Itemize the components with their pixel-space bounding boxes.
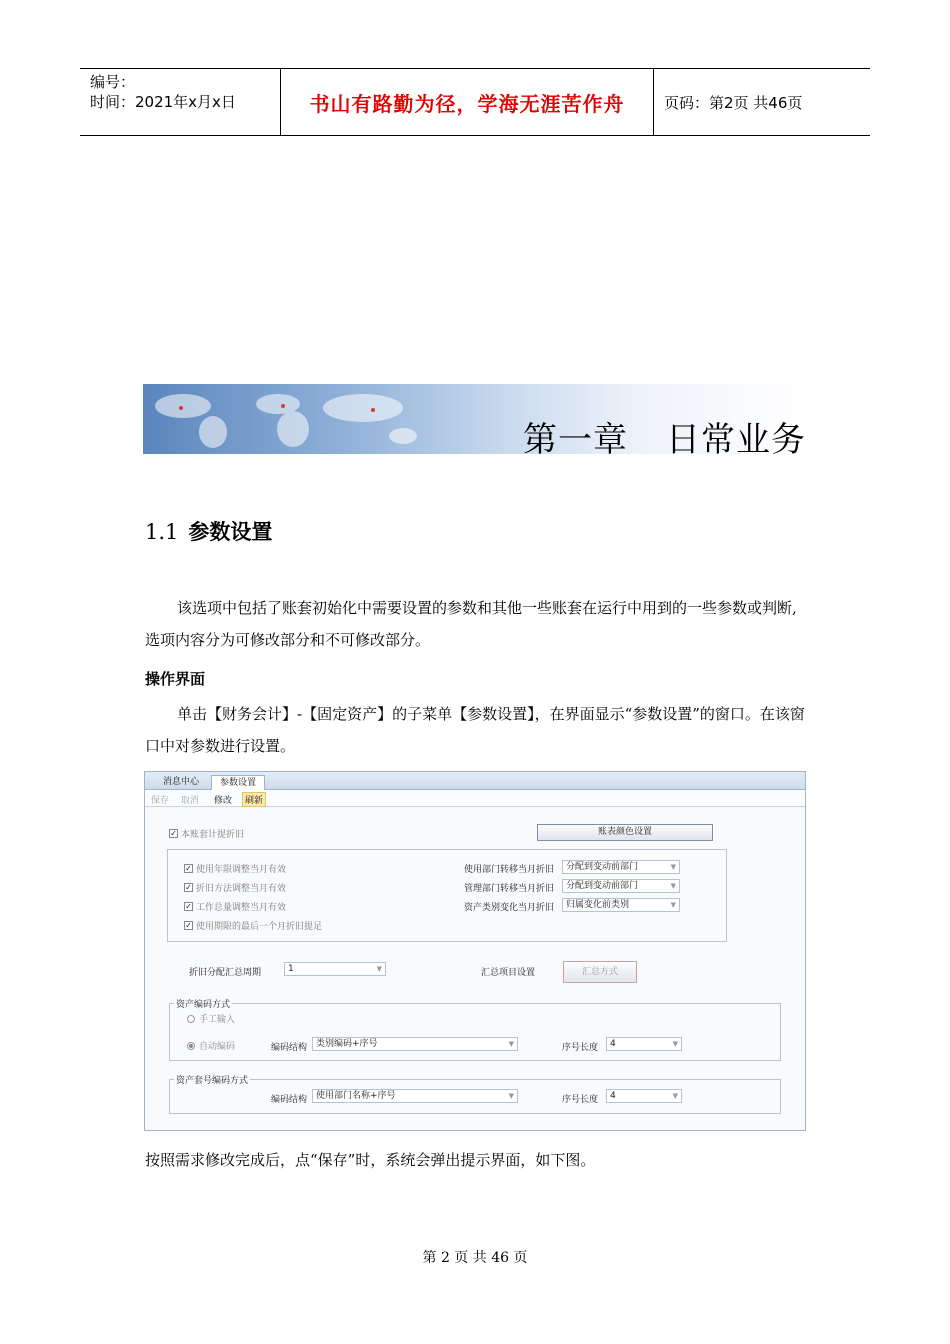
chapter-name: 日常业务 <box>666 420 806 454</box>
code-structure-label: 编码结构 <box>271 1043 308 1053</box>
manual-input-radio[interactable]: 手工输入 <box>187 1012 235 1025</box>
mgmt-transfer-label: 管理部门转移当月折旧 <box>464 884 555 894</box>
section-number: 1.1 <box>145 520 179 544</box>
instruction-paragraph: 单击【财务会计】-【固定资产】的子菜单【参数设置】，在界面显示“参数设置”的窗口。在该窗口中对参数进行设置。 <box>145 705 805 755</box>
chevron-down-icon: ▼ <box>508 1092 514 1100</box>
code-structure-select[interactable]: 类别编码+序号 ▼ <box>312 1037 518 1051</box>
check-icon: ✓ <box>185 921 192 930</box>
after-paragraph: 按照需求修改完成后，点“保存”时，系统会弹出提示界面，如下图。 <box>145 1151 596 1169</box>
chevron-down-icon: ▼ <box>670 863 676 871</box>
summary-method-button[interactable]: 汇总方式 <box>563 961 637 983</box>
header-page-info: 页码：第2页 共46页 <box>664 93 803 112</box>
serial-length-select[interactable]: 4 ▼ <box>606 1037 682 1051</box>
chapter-title <box>523 412 806 454</box>
header-meta <box>80 69 281 135</box>
header-motto: 书山有路勤为径，学海无涯苦作舟 <box>281 69 654 135</box>
check-icon: ✓ <box>170 829 177 838</box>
chevron-down-icon: ▼ <box>672 1092 678 1100</box>
color-settings-button[interactable]: 账表颜色设置 <box>537 824 713 841</box>
chapter-number: 第一章 <box>523 420 628 454</box>
document-header <box>80 68 870 136</box>
period-select[interactable]: 1 ▼ <box>284 962 386 976</box>
page-footer: 第 2 页 共 46 页 <box>422 1250 528 1266</box>
card-structure-label: 编码结构 <box>271 1095 308 1105</box>
mgmt-transfer-select[interactable]: 分配到变动前部门 ▼ <box>562 879 680 893</box>
period-label: 折旧分配汇总周期 <box>189 968 262 978</box>
settings-panel <box>145 808 805 1130</box>
section-title: 参数设置 <box>188 519 273 544</box>
tab-parameter-settings[interactable]: 参数设置 <box>211 775 265 790</box>
category-change-select[interactable]: 归属变化前类别 ▼ <box>562 898 680 912</box>
time-label: 时间：2021年x月x日 <box>90 93 236 111</box>
section-heading <box>145 516 272 546</box>
card-code-legend: 资产套号编码方式 <box>174 1073 250 1086</box>
chapter-banner <box>143 384 806 454</box>
dept-transfer-select[interactable]: 分配到变动前部门 ▼ <box>562 860 680 874</box>
card-length-label: 序号长度 <box>562 1095 599 1105</box>
auto-code-radio[interactable]: 自动编码 <box>187 1039 235 1052</box>
card-length-select[interactable]: 4 ▼ <box>606 1089 682 1103</box>
check-icon: ✓ <box>185 883 192 892</box>
card-code-group <box>169 1076 781 1114</box>
intro-paragraph: 该选项中包括了账套初始化中需要设置的参数和其他一些账套在运行中用到的一些参数或判断,选项内容分为可修改部分和不可修改部分。 <box>145 599 797 649</box>
cancel-button[interactable]: 取消 <box>181 796 200 806</box>
dept-transfer-label: 使用部门转移当月折旧 <box>464 865 555 875</box>
window-toolbar <box>145 790 805 807</box>
radio-icon <box>187 1015 195 1023</box>
chevron-down-icon: ▼ <box>670 882 676 890</box>
depreciation-checkbox[interactable]: ✓ 本账套计提折旧 <box>170 829 245 840</box>
option-checkbox[interactable]: ✓ 使用期限的最后一个月折旧提足 <box>185 921 323 932</box>
tab-message-center[interactable]: 消息中心 <box>163 777 200 787</box>
window-tabbar <box>145 772 805 790</box>
option-checkbox[interactable]: ✓ 工作总量调整当月有效 <box>185 902 287 913</box>
serial-length-label: 序号长度 <box>562 1043 599 1053</box>
check-icon: ✓ <box>185 864 192 873</box>
radio-selected-icon <box>187 1042 195 1050</box>
edit-button[interactable]: 修改 <box>214 796 233 806</box>
chevron-down-icon: ▼ <box>508 1040 514 1048</box>
save-button[interactable]: 保存 <box>151 796 170 806</box>
asset-code-legend: 资产编码方式 <box>174 997 232 1010</box>
card-structure-select[interactable]: 使用部门名称+序号 ▼ <box>312 1089 518 1103</box>
summary-label: 汇总项目设置 <box>481 968 536 978</box>
asset-code-group <box>169 1000 781 1061</box>
chevron-down-icon: ▼ <box>670 901 676 909</box>
refresh-button[interactable]: 刷新 <box>242 792 266 807</box>
category-change-label: 资产类别变化当月折旧 <box>464 903 555 913</box>
chevron-down-icon: ▼ <box>376 965 382 973</box>
settings-window-screenshot <box>144 771 806 1131</box>
option-checkbox[interactable]: ✓ 折旧方法调整当月有效 <box>185 883 287 894</box>
code-label: 编号： <box>90 73 136 91</box>
ui-subheading: 操作界面 <box>145 670 206 688</box>
option-checkbox[interactable]: ✓ 使用年限调整当月有效 <box>185 864 287 875</box>
depreciation-options-group <box>167 849 727 942</box>
check-icon: ✓ <box>185 902 192 911</box>
chevron-down-icon: ▼ <box>672 1040 678 1048</box>
